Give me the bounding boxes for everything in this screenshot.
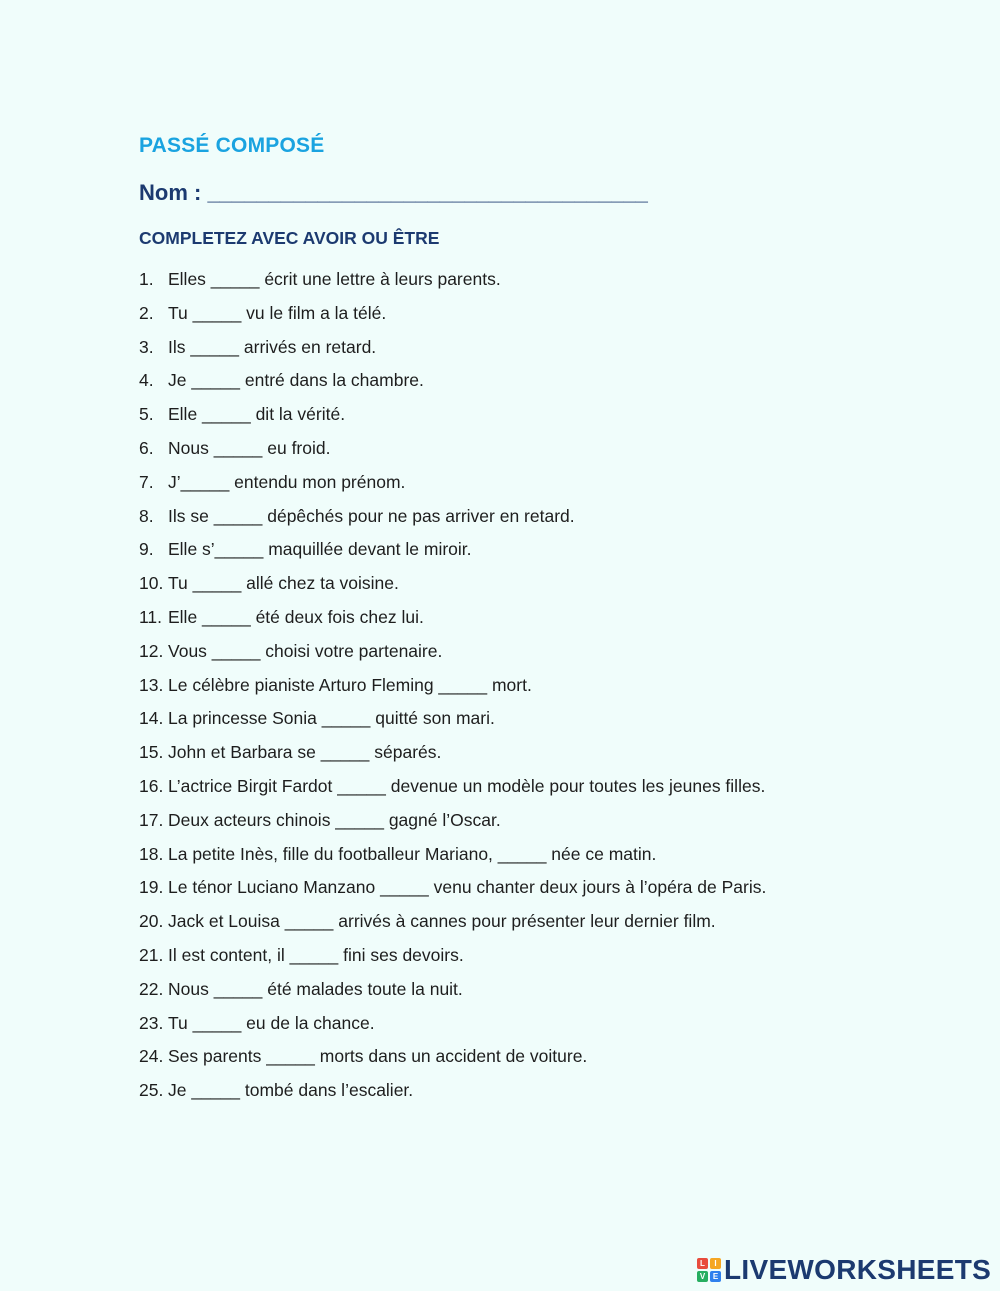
exercise-number: 7. bbox=[139, 471, 154, 492]
exercise-item bbox=[139, 807, 766, 841]
exercise-item bbox=[139, 908, 766, 942]
exercise-number: 22. bbox=[139, 978, 164, 999]
exercise-sentence: John et Barbara se _____ séparés. bbox=[168, 742, 442, 763]
exercise-number: 5. bbox=[139, 404, 154, 425]
exercise-number: 4. bbox=[139, 370, 154, 391]
exercise-item bbox=[139, 536, 766, 570]
exercise-item bbox=[139, 672, 766, 706]
exercise-sentence: Deux acteurs chinois _____ gagné l’Oscar. bbox=[168, 809, 501, 830]
exercise-number: 3. bbox=[139, 336, 154, 357]
exercise-item bbox=[139, 1077, 766, 1111]
exercise-sentence: Jack et Louisa _____ arrivés à cannes pour présenter leur dernier film. bbox=[168, 911, 716, 932]
logo-tile: V bbox=[697, 1271, 708, 1282]
exercise-item bbox=[139, 638, 766, 672]
exercise-sentence: Je _____ entré dans la chambre. bbox=[168, 370, 424, 391]
exercise-number: 25. bbox=[139, 1080, 164, 1101]
exercise-sentence: Elle s’_____ maquillée devant le miroir. bbox=[168, 539, 472, 560]
exercise-sentence: Tu _____ allé chez ta voisine. bbox=[168, 573, 399, 594]
liveworksheets-logo-icon bbox=[697, 1258, 721, 1282]
exercise-number: 16. bbox=[139, 775, 164, 796]
exercise-sentence: Ses parents _____ morts dans un accident de voiture. bbox=[168, 1046, 588, 1067]
exercise-number: 14. bbox=[139, 708, 164, 729]
exercise-sentence: Il est content, il _____ fini ses devoirs. bbox=[168, 944, 464, 965]
exercise-number: 19. bbox=[139, 877, 164, 898]
exercise-item bbox=[139, 435, 766, 469]
exercise-sentence: Elle _____ été deux fois chez lui. bbox=[168, 606, 424, 627]
exercise-list bbox=[139, 266, 766, 1111]
logo-tile: I bbox=[710, 1258, 721, 1269]
exercise-item bbox=[139, 874, 766, 908]
exercise-number: 8. bbox=[139, 505, 154, 526]
exercise-number: 24. bbox=[139, 1046, 164, 1067]
exercise-item bbox=[139, 1010, 766, 1044]
exercise-number: 17. bbox=[139, 809, 164, 830]
exercise-sentence: Ils _____ arrivés en retard. bbox=[168, 336, 377, 357]
liveworksheets-logo bbox=[697, 1256, 991, 1284]
exercise-item bbox=[139, 841, 766, 875]
exercise-item bbox=[139, 334, 766, 368]
logo-tile: L bbox=[697, 1258, 708, 1269]
exercise-sentence: Je _____ tombé dans l’escalier. bbox=[168, 1080, 414, 1101]
exercise-sentence: Elles _____ écrit une lettre à leurs parents. bbox=[168, 269, 501, 289]
exercise-number: 10. bbox=[139, 573, 164, 594]
exercise-item bbox=[139, 976, 766, 1010]
logo-tile: E bbox=[710, 1271, 721, 1282]
exercise-sentence: Ils se _____ dépêchés pour ne pas arriver en retard. bbox=[168, 505, 575, 526]
exercise-sentence: Le ténor Luciano Manzano _____ venu chanter deux jours à l’opéra de Paris. bbox=[168, 877, 767, 898]
exercise-item bbox=[139, 570, 766, 604]
exercise-sentence: Vous _____ choisi votre partenaire. bbox=[168, 640, 443, 661]
exercise-sentence: Nous _____ été malades toute la nuit. bbox=[168, 978, 463, 999]
exercise-sentence: La princesse Sonia _____ quitté son mari. bbox=[168, 708, 495, 729]
exercise-number: 13. bbox=[139, 674, 164, 695]
exercise-number: 1. bbox=[139, 269, 154, 289]
exercise-number: 2. bbox=[139, 302, 154, 323]
exercise-sentence: Le célèbre pianiste Arturo Fleming _____ mort. bbox=[168, 674, 532, 695]
exercise-number: 11. bbox=[139, 606, 163, 627]
exercise-item bbox=[139, 942, 766, 976]
exercise-item bbox=[139, 266, 766, 300]
exercise-sentence: La petite Inès, fille du footballeur Mariano, _____ née ce matin. bbox=[168, 843, 657, 864]
instruction-heading: COMPLETEZ AVEC AVOIR OU ÊTRE bbox=[139, 228, 440, 248]
exercise-number: 21. bbox=[139, 944, 164, 965]
exercise-sentence: L’actrice Birgit Fardot _____ devenue un modèle pour toutes les jeunes filles. bbox=[168, 775, 766, 796]
exercise-number: 15. bbox=[139, 742, 164, 763]
exercise-number: 9. bbox=[139, 539, 154, 560]
name-field-line: Nom : ____________________________________ bbox=[139, 180, 648, 205]
exercise-number: 6. bbox=[139, 437, 154, 458]
exercise-item bbox=[139, 503, 766, 537]
exercise-item bbox=[139, 773, 766, 807]
exercise-item bbox=[139, 604, 766, 638]
exercise-number: 18. bbox=[139, 843, 164, 864]
exercise-number: 12. bbox=[139, 640, 164, 661]
exercise-number: 23. bbox=[139, 1012, 164, 1033]
exercise-number: 20. bbox=[139, 911, 164, 932]
exercise-item bbox=[139, 469, 766, 503]
exercise-item bbox=[139, 739, 766, 773]
exercise-item bbox=[139, 300, 766, 334]
exercise-sentence: Tu _____ eu de la chance. bbox=[168, 1012, 375, 1033]
exercise-sentence: J’_____ entendu mon prénom. bbox=[168, 471, 406, 492]
exercise-item bbox=[139, 705, 766, 739]
exercise-sentence: Tu _____ vu le film a la télé. bbox=[168, 302, 387, 323]
exercise-sentence: Elle _____ dit la vérité. bbox=[168, 404, 346, 425]
exercise-item bbox=[139, 367, 766, 401]
exercise-item bbox=[139, 1043, 766, 1077]
exercise-item bbox=[139, 401, 766, 435]
logo-wordmark: LIVEWORKSHEETS bbox=[724, 1254, 992, 1285]
page-title: PASSÉ COMPOSÉ bbox=[139, 134, 325, 157]
exercise-sentence: Nous _____ eu froid. bbox=[168, 437, 331, 458]
